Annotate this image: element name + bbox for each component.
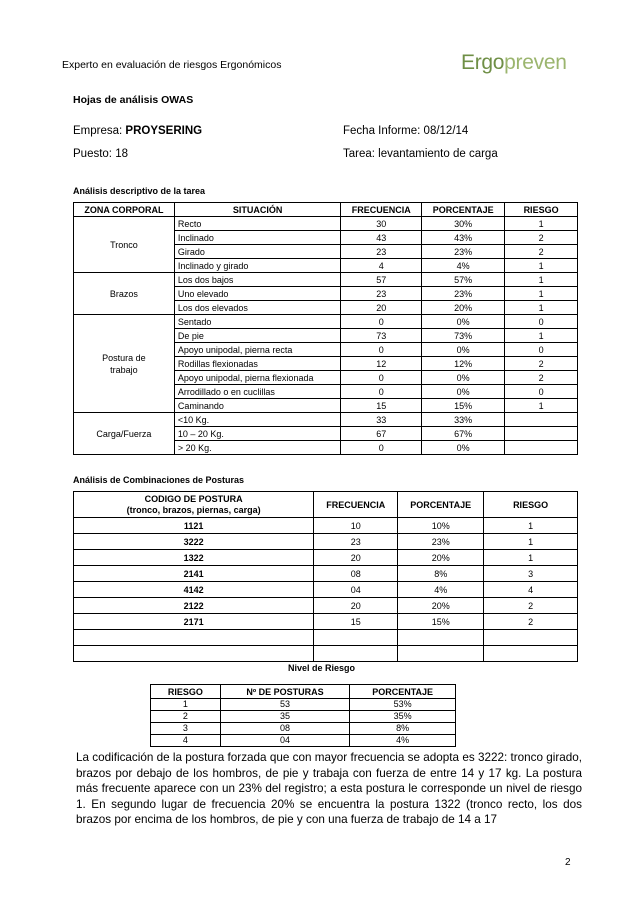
tarea-label: Tarea:: [343, 148, 375, 160]
table-row: [74, 598, 578, 614]
table-row: [74, 413, 578, 427]
logo-part-ergo: Ergo: [461, 51, 505, 74]
percentage-cell: 20%: [422, 301, 505, 315]
posture-code-cell: 1121: [74, 518, 314, 534]
risk-cell: 1: [484, 550, 578, 566]
percentage-cell: [398, 646, 484, 662]
risk-cell: [505, 441, 578, 455]
code-header-title: CODIGO DE POSTURA: [144, 493, 243, 504]
risk-cell: 1: [484, 534, 578, 550]
frequency-cell: 43: [341, 231, 422, 245]
frequency-cell: 15: [314, 614, 398, 630]
risk-cell: 1: [505, 273, 578, 287]
percentage-cell: 23%: [422, 287, 505, 301]
posture-code-cell: [74, 630, 314, 646]
percentage-cell: 0%: [422, 371, 505, 385]
frequency-cell: 30: [341, 217, 422, 231]
risk-cell: [505, 427, 578, 441]
posture-code-cell: 3222: [74, 534, 314, 550]
percentage-cell: 12%: [422, 357, 505, 371]
puesto-value: 18: [115, 148, 128, 160]
table-row: [74, 217, 578, 231]
logo-part-preven: preven: [504, 51, 567, 74]
empresa-value: PROYSERING: [125, 125, 203, 137]
table-row: [74, 630, 578, 646]
zone-cell: Carga/Fuerza: [74, 413, 175, 455]
percentage-cell: 0%: [422, 385, 505, 399]
tarea-field: [343, 148, 498, 160]
situation-cell: Apoyo unipodal, pierna flexionada: [174, 371, 340, 385]
percentage-cell: 15%: [398, 614, 484, 630]
conclusion-paragraph: La codificación de la postura forzada que con mayor frecuencia se adopta es 3222: tronco girado, brazos por debajo de los hombros, de pie y trabaja con fuerza de entre 14 y 17 kg. La postura más frecuente aparece con un 23% del registro; a esta postura le corresponde un nivel de riesgo 1. En segundo lugar de frecuencia 20% se encuentra la postura 1322 (tronco recto, los dos brazos por encima de los hombros, de pie y con una fuerza de trabajo de 14 a 17: [76, 751, 582, 827]
postures-count-cell: 53: [220, 699, 349, 711]
postures-count-cell: 04: [220, 735, 349, 747]
pct-header: PORCENTAJE: [398, 492, 484, 518]
situation-cell: Girado: [174, 245, 340, 259]
postures-count-cell: 08: [220, 723, 349, 735]
percentage-cell: 8%: [350, 723, 456, 735]
risk-cell: 1: [151, 699, 221, 711]
percentage-cell: 57%: [422, 273, 505, 287]
frequency-cell: 4: [341, 259, 422, 273]
puesto-field: [73, 148, 128, 160]
percentage-cell: 53%: [350, 699, 456, 711]
table-row: [74, 582, 578, 598]
posture-code-cell: 2171: [74, 614, 314, 630]
situation-cell: Apoyo unipodal, pierna recta: [174, 343, 340, 357]
frequency-cell: 23: [314, 534, 398, 550]
risk-cell: 0: [505, 343, 578, 357]
page-number: 2: [565, 857, 571, 868]
situation-cell: Uno elevado: [174, 287, 340, 301]
risk-cell: 2: [151, 711, 221, 723]
frequency-cell: 20: [314, 550, 398, 566]
situation-cell: Inclinado: [174, 231, 340, 245]
percentage-cell: 0%: [422, 343, 505, 357]
risk-cell: 1: [505, 217, 578, 231]
postures-count-cell: 35: [220, 711, 349, 723]
percentage-cell: [398, 630, 484, 646]
fecha-value: 08/12/14: [423, 125, 469, 137]
risk-header: RIESGO: [484, 492, 578, 518]
frequency-cell: 0: [341, 371, 422, 385]
risk-cell: 2: [505, 371, 578, 385]
situation-cell: 10 – 20 Kg.: [174, 427, 340, 441]
risk-cell: 0: [505, 385, 578, 399]
frequency-cell: 15: [341, 399, 422, 413]
table-row: [74, 518, 578, 534]
situation-cell: De pie: [174, 329, 340, 343]
risk-cell: 1: [505, 259, 578, 273]
frequency-cell: 33: [341, 413, 422, 427]
risk-cell: 1: [505, 399, 578, 413]
posture-code-cell: 2122: [74, 598, 314, 614]
situation-cell: Rodillas flexionadas: [174, 357, 340, 371]
brand-logo: [461, 51, 567, 75]
situation-cell: Sentado: [174, 315, 340, 329]
percentage-cell: 30%: [422, 217, 505, 231]
risk-cell: 4: [151, 735, 221, 747]
risk-cell: 0: [505, 315, 578, 329]
frequency-cell: 08: [314, 566, 398, 582]
code-header: [74, 492, 314, 518]
freq-header: FRECUENCIA: [314, 492, 398, 518]
risk-cell: 3: [484, 566, 578, 582]
zone-cell: Postura de trabajo: [74, 315, 175, 413]
frequency-cell: [314, 630, 398, 646]
col-header: Nº DE POSTURAS: [220, 685, 349, 699]
risk-cell: 3: [151, 723, 221, 735]
risk-cell: [505, 413, 578, 427]
table-row: [74, 566, 578, 582]
percentage-cell: 4%: [422, 259, 505, 273]
frequency-cell: 20: [314, 598, 398, 614]
risk-cell: 2: [484, 614, 578, 630]
table-row: [151, 711, 456, 723]
risk-cell: 1: [505, 301, 578, 315]
frequency-cell: 0: [341, 441, 422, 455]
risk-level-title: Nivel de Riesgo: [288, 663, 356, 673]
situation-cell: Los dos elevados: [174, 301, 340, 315]
descriptive-table-header: [74, 203, 578, 217]
risk-cell: 1: [505, 329, 578, 343]
section-descriptive-title: Análisis descriptivo de la tarea: [73, 186, 206, 196]
percentage-cell: 0%: [422, 441, 505, 455]
situation-cell: Los dos bajos: [174, 273, 340, 287]
risk-cell: 2: [484, 598, 578, 614]
empresa-field: [73, 125, 202, 137]
zone-cell: Tronco: [74, 217, 175, 273]
table-row: [151, 699, 456, 711]
frequency-cell: [314, 646, 398, 662]
col-header: PORCENTAJE: [422, 203, 505, 217]
code-header-subtitle: (tronco, brazos, piernas, carga): [126, 504, 261, 515]
zone-cell: Brazos: [74, 273, 175, 315]
col-header: RIESGO: [151, 685, 221, 699]
percentage-cell: 20%: [398, 550, 484, 566]
frequency-cell: 57: [341, 273, 422, 287]
situation-cell: Caminando: [174, 399, 340, 413]
risk-level-table: [150, 684, 456, 747]
situation-cell: Recto: [174, 217, 340, 231]
frequency-cell: 0: [341, 385, 422, 399]
col-header: ZONA CORPORAL: [74, 203, 175, 217]
col-header: SITUACIÓN: [174, 203, 340, 217]
document-title: Hojas de análisis OWAS: [73, 94, 194, 106]
posture-code-cell: 4142: [74, 582, 314, 598]
percentage-cell: 35%: [350, 711, 456, 723]
frequency-cell: 0: [341, 343, 422, 357]
risk-cell: 2: [505, 357, 578, 371]
table-row: [151, 723, 456, 735]
situation-cell: <10 Kg.: [174, 413, 340, 427]
frequency-cell: 23: [341, 245, 422, 259]
risk-cell: 1: [484, 518, 578, 534]
frequency-cell: 0: [341, 315, 422, 329]
frequency-cell: 12: [341, 357, 422, 371]
percentage-cell: 15%: [422, 399, 505, 413]
risk-cell: [484, 630, 578, 646]
percentage-cell: 33%: [422, 413, 505, 427]
frequency-cell: 67: [341, 427, 422, 441]
frequency-cell: 23: [341, 287, 422, 301]
table-row: [74, 646, 578, 662]
table-row: [74, 614, 578, 630]
fecha-label: Fecha Informe:: [343, 125, 421, 137]
table-row: [151, 735, 456, 747]
percentage-cell: 4%: [350, 735, 456, 747]
risk-cell: 2: [505, 245, 578, 259]
percentage-cell: 73%: [422, 329, 505, 343]
posture-code-cell: 1322: [74, 550, 314, 566]
combinations-table: [73, 491, 578, 662]
col-header: PORCENTAJE: [350, 685, 456, 699]
combinations-table-header: [74, 492, 578, 518]
percentage-cell: 4%: [398, 582, 484, 598]
puesto-label: Puesto:: [73, 148, 112, 160]
col-header: RIESGO: [505, 203, 578, 217]
frequency-cell: 04: [314, 582, 398, 598]
risk-cell: 2: [505, 231, 578, 245]
table-row: [74, 550, 578, 566]
section-combinations-title: Análisis de Combinaciones de Posturas: [73, 475, 245, 485]
situation-cell: > 20 Kg.: [174, 441, 340, 455]
empresa-label: Empresa:: [73, 125, 123, 137]
risk-level-table-header: [151, 685, 456, 699]
situation-cell: Inclinado y girado: [174, 259, 340, 273]
tarea-value: levantamiento de carga: [378, 148, 498, 160]
percentage-cell: 8%: [398, 566, 484, 582]
percentage-cell: 23%: [398, 534, 484, 550]
percentage-cell: 10%: [398, 518, 484, 534]
table-row: [74, 273, 578, 287]
fecha-field: [343, 125, 468, 137]
percentage-cell: 67%: [422, 427, 505, 441]
risk-cell: [484, 646, 578, 662]
frequency-cell: 20: [341, 301, 422, 315]
posture-code-cell: 2141: [74, 566, 314, 582]
percentage-cell: 20%: [398, 598, 484, 614]
situation-cell: Arrodillado o en cuclillas: [174, 385, 340, 399]
header-subtitle: Experto en evaluación de riesgos Ergonómicos: [62, 59, 282, 71]
risk-cell: 4: [484, 582, 578, 598]
frequency-cell: 73: [341, 329, 422, 343]
percentage-cell: 43%: [422, 231, 505, 245]
frequency-cell: 10: [314, 518, 398, 534]
percentage-cell: 23%: [422, 245, 505, 259]
percentage-cell: 0%: [422, 315, 505, 329]
table-row: [74, 315, 578, 329]
posture-code-cell: [74, 646, 314, 662]
col-header: FRECUENCIA: [341, 203, 422, 217]
table-row: [74, 534, 578, 550]
descriptive-table: [73, 202, 578, 455]
risk-cell: 1: [505, 287, 578, 301]
